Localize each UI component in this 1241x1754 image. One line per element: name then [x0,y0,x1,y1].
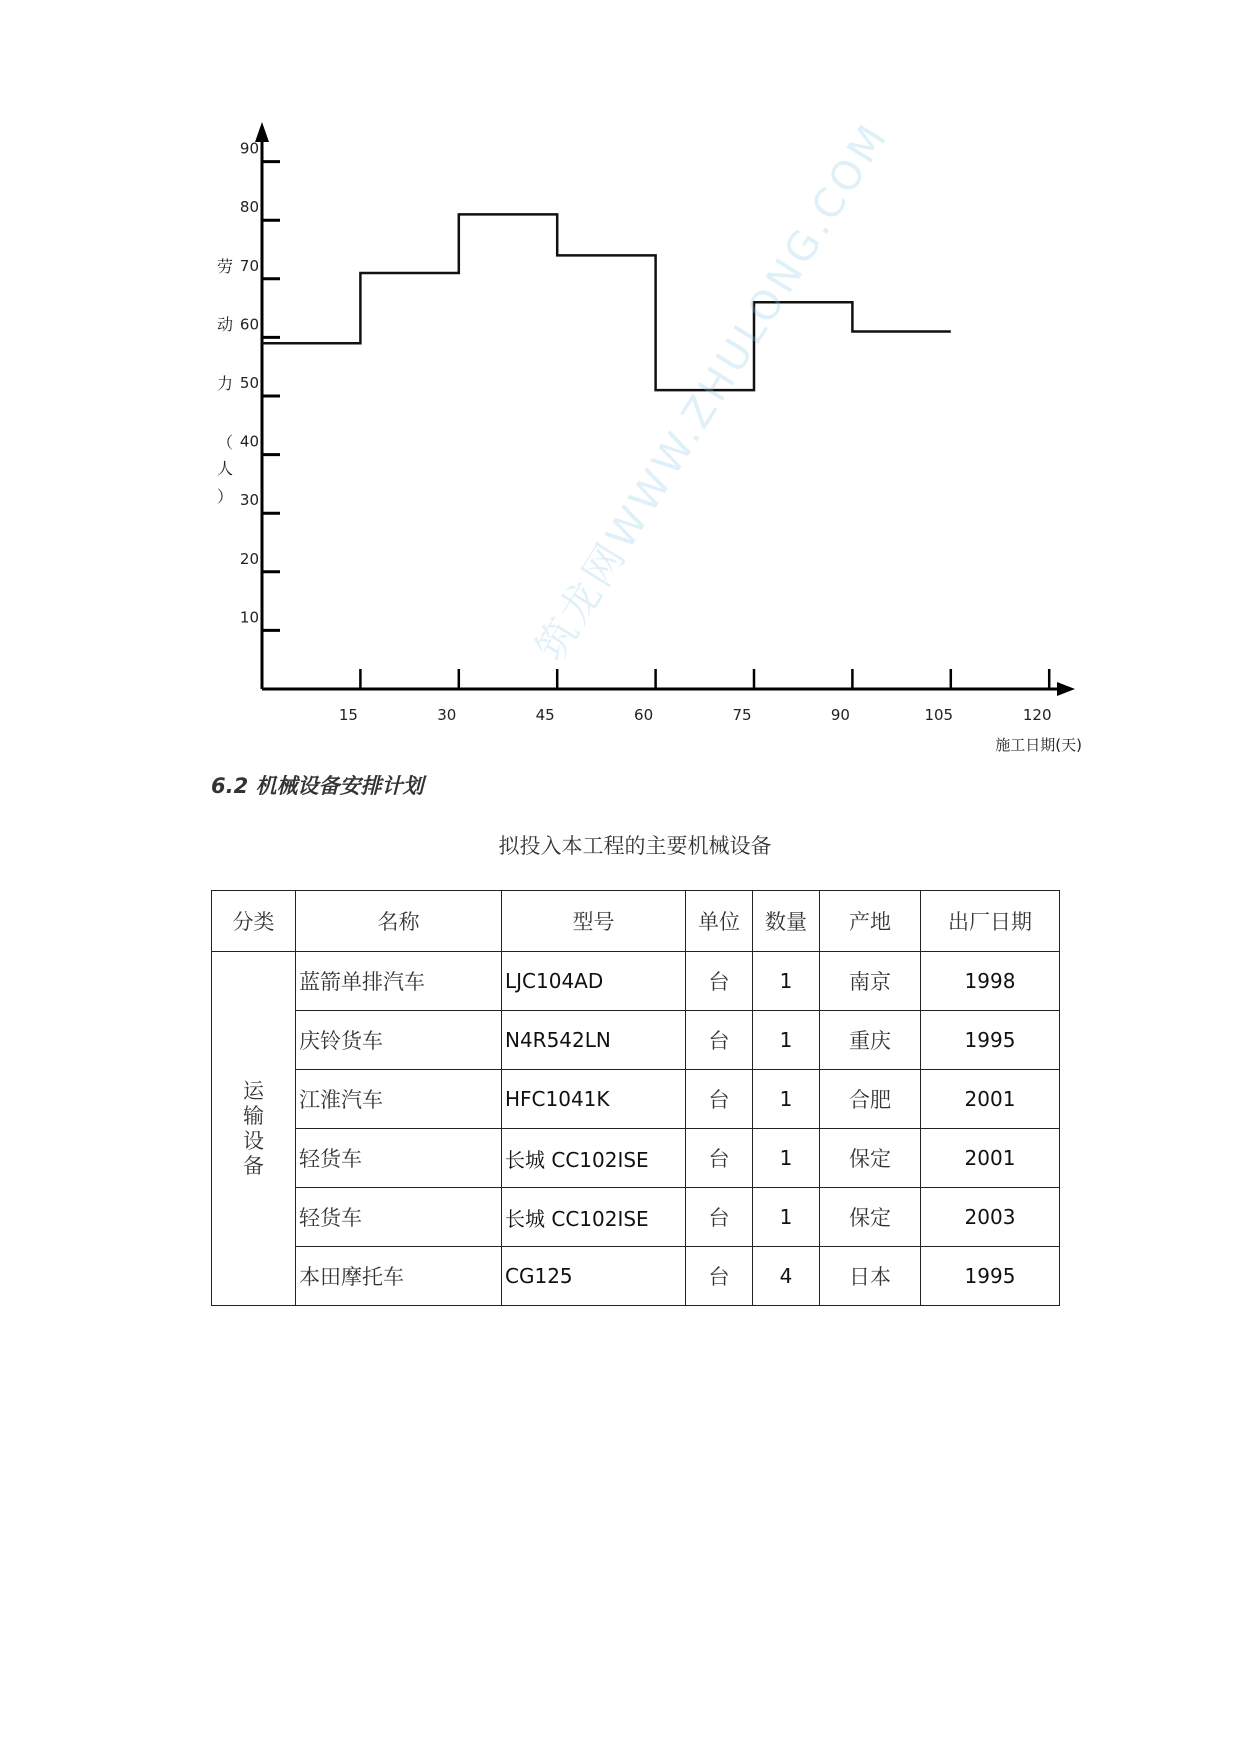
x-tick-label: 30 [437,706,457,724]
y-axis-label-char: 动 [216,315,234,334]
x-tick-label: 75 [732,706,752,724]
table-row [212,1129,1060,1188]
y-tick-label: 40 [239,432,259,451]
category-cell [212,952,296,1306]
header-category: 分类 [212,891,296,952]
y-axis-label-char: ） [216,487,234,506]
x-tick-label: 120 [1022,706,1052,724]
cell-unit: 台 [686,1188,753,1247]
header-model: 型号 [502,891,686,952]
x-tick-label: 45 [535,706,555,724]
cell-quantity: 1 [753,1070,820,1129]
cell-unit: 台 [686,1247,753,1306]
header-manufacture-date: 出厂日期 [921,891,1060,952]
cell-unit: 台 [686,1129,753,1188]
header-name: 名称 [296,891,502,952]
header-unit: 单位 [686,891,753,952]
cell-date: 2003 [921,1188,1060,1247]
x-tick-label: 15 [338,706,358,724]
cell-name: 轻货车 [296,1129,502,1188]
cell-quantity: 4 [753,1247,820,1306]
cell-unit: 台 [686,1070,753,1129]
y-tick-label: 20 [239,549,259,568]
y-tick-label: 30 [239,491,259,510]
category-label: 运输设备 [243,1078,264,1178]
cell-model: 长城 CC102ISE [502,1188,686,1247]
table-row [212,952,1060,1011]
x-tick-label: 105 [924,706,954,724]
section-heading: 6.2 机械设备安排计划 [211,774,424,798]
cell-model: LJC104AD [502,952,686,1011]
cell-name: 江淮汽车 [296,1070,502,1129]
cell-date: 2001 [921,1070,1060,1129]
cell-origin: 日本 [820,1247,921,1306]
cell-name: 庆铃货车 [296,1011,502,1070]
y-tick-label: 90 [239,139,259,158]
cell-date: 1998 [921,952,1060,1011]
header-origin: 产地 [820,891,921,952]
cell-unit: 台 [686,1011,753,1070]
cell-model: HFC1041K [502,1070,686,1129]
y-axis-label-char: 人 [216,459,234,478]
table-header-row [212,891,1060,952]
x-tick-label: 90 [830,706,850,724]
cell-origin: 南京 [820,952,921,1011]
table-row [212,1011,1060,1070]
y-axis-label-char: 劳 [216,257,234,276]
y-tick-label: 60 [239,315,259,334]
cell-quantity: 1 [753,952,820,1011]
y-tick-label: 70 [239,256,259,275]
x-axis-arrow [1057,682,1075,696]
cell-origin: 保定 [820,1129,921,1188]
watermark: 筑龙网WWW.ZHULONG.COM [527,114,899,670]
x-tick-label: 60 [634,706,654,724]
header-quantity: 数量 [753,891,820,952]
table-row [212,1188,1060,1247]
y-axis-label-char: （ [216,433,234,452]
cell-origin: 合肥 [820,1070,921,1129]
cell-date: 1995 [921,1011,1060,1070]
cell-quantity: 1 [753,1129,820,1188]
cell-model: N4R542LN [502,1011,686,1070]
cell-date: 1995 [921,1247,1060,1306]
cell-name: 本田摩托车 [296,1247,502,1306]
y-tick-label: 10 [239,608,259,627]
cell-quantity: 1 [753,1188,820,1247]
y-axis-label-char: 力 [216,374,234,393]
cell-quantity: 1 [753,1011,820,1070]
y-tick-label: 80 [239,198,259,217]
cell-origin: 重庆 [820,1011,921,1070]
cell-origin: 保定 [820,1188,921,1247]
labor-chart [0,0,1241,780]
x-axis-label: 施工日期(天) [995,736,1082,754]
cell-date: 2001 [921,1129,1060,1188]
table-row [212,1247,1060,1306]
cell-name: 蓝箭单排汽车 [296,952,502,1011]
cell-model: 长城 CC102ISE [502,1129,686,1188]
y-tick-label: 50 [239,374,259,392]
table-row [212,1070,1060,1129]
cell-name: 轻货车 [296,1188,502,1247]
cell-model: CG125 [502,1247,686,1306]
labor-step-line [262,214,951,390]
cell-unit: 台 [686,952,753,1011]
table-caption: 拟投入本工程的主要机械设备 [498,834,772,858]
equipment-table [211,890,1060,1306]
